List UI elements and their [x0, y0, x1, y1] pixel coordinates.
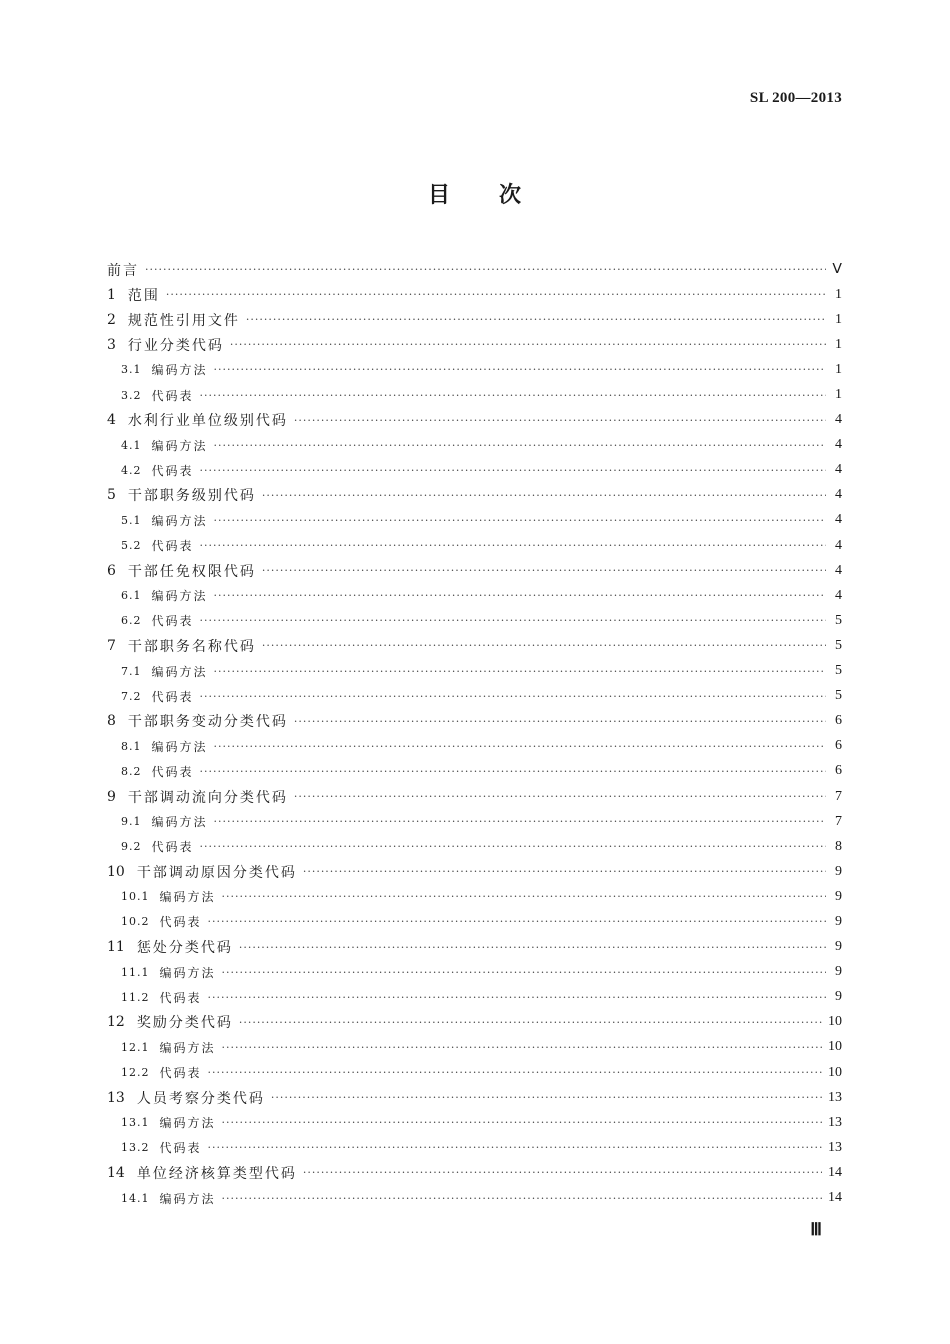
toc-subentry[interactable]	[107, 508, 842, 533]
toc-subentry[interactable]	[107, 734, 842, 759]
toc-entry-label: 干部调动原因分类代码	[136, 864, 297, 881]
toc-entry-page: 9	[835, 913, 842, 929]
toc-entry-number: 7	[107, 637, 116, 654]
toc-entry-label: 编码方法	[151, 589, 208, 604]
toc-entry-page: 4	[835, 412, 842, 428]
dot-leader	[214, 816, 826, 827]
toc-entry-number: 3.1	[121, 363, 142, 377]
page-title	[0, 178, 950, 209]
toc-entry-label: 代码表	[159, 915, 202, 930]
dot-leader	[208, 1067, 822, 1078]
toc-subentry[interactable]	[107, 382, 842, 407]
toc-entry[interactable]	[107, 332, 842, 357]
toc-subentry[interactable]	[107, 1135, 842, 1160]
dot-leader	[294, 415, 826, 426]
toc-entry-number: 3	[107, 336, 116, 353]
toc-entry-page: 9	[835, 939, 842, 955]
toc-entry-page: 1	[835, 387, 842, 403]
toc-entry-label: 代码表	[159, 990, 202, 1005]
toc-entry-label: 代码表	[159, 1141, 202, 1156]
dot-leader	[200, 540, 826, 551]
toc-entry-page: 13	[828, 1114, 842, 1130]
toc-entry-label: 惩处分类代码	[136, 940, 233, 957]
toc-entry-number: 4	[107, 412, 116, 429]
dot-leader	[262, 640, 826, 651]
toc-entry-page: 10	[828, 1064, 842, 1080]
toc-entry-number: 7.2	[121, 689, 142, 703]
dot-leader	[200, 691, 826, 702]
dot-leader	[294, 716, 826, 727]
dot-leader	[200, 390, 826, 401]
toc-entry-label: 编码方法	[151, 739, 208, 754]
toc-entry-label: 代码表	[151, 614, 194, 629]
toc-entry-number: 4.2	[121, 463, 142, 477]
toc-entry-label: 单位经济核算类型代码	[136, 1165, 297, 1182]
toc-entry[interactable]	[107, 633, 842, 658]
toc-entry[interactable]	[107, 859, 842, 884]
dot-leader	[166, 289, 826, 300]
dot-leader	[230, 339, 826, 350]
page-number: Ⅲ	[810, 1220, 822, 1239]
toc-entry-page: 5	[835, 663, 842, 679]
toc-subentry[interactable]	[107, 1060, 842, 1085]
dot-leader	[262, 490, 826, 501]
toc-entry-label: 编码方法	[151, 363, 208, 378]
toc-entry-page: 4	[835, 562, 842, 578]
toc-entry[interactable]	[107, 784, 842, 809]
toc-entry-number: 13	[107, 1089, 125, 1106]
toc-entry-number: 10.1	[121, 890, 150, 904]
toc-entry-label: 代码表	[151, 764, 194, 779]
toc-entry-label: 范围	[127, 287, 160, 304]
toc-entry-label: 代码表	[159, 1066, 202, 1081]
toc-entry-page: 9	[835, 888, 842, 904]
toc-entry-number: 6.2	[121, 614, 142, 628]
dot-leader	[222, 967, 826, 978]
dot-leader	[214, 440, 826, 451]
toc-entry[interactable]	[107, 257, 842, 282]
toc-entry-number: 2	[107, 311, 116, 328]
toc-entry-page: 6	[835, 763, 842, 779]
toc-entry[interactable]	[107, 935, 842, 960]
toc-entry[interactable]	[107, 483, 842, 508]
dot-leader	[208, 1142, 822, 1153]
toc-entry-label: 干部职务变动分类代码	[127, 714, 288, 731]
toc-entry-page: 1	[835, 311, 842, 327]
toc-entry-page: 13	[828, 1139, 842, 1155]
toc-entry-label: 编码方法	[151, 815, 208, 830]
toc-subentry[interactable]	[107, 1110, 842, 1135]
toc-entry-number: 9	[107, 788, 116, 805]
toc-entry-label: 奖励分类代码	[136, 1015, 233, 1032]
toc-entry-number: 4.1	[121, 438, 142, 452]
toc-subentry[interactable]	[107, 809, 842, 834]
toc-entry-page: 4	[835, 462, 842, 478]
toc-entry-number: 12.1	[121, 1040, 150, 1054]
standard-code: SL 200—2013	[749, 90, 842, 106]
toc-entry-label: 代码表	[151, 539, 194, 554]
toc-entry-page: 10	[828, 1014, 842, 1030]
toc-entry-label: 代码表	[151, 463, 194, 478]
toc-entry-number: 8.1	[121, 739, 142, 753]
toc-entry[interactable]	[107, 282, 842, 307]
dot-leader	[294, 791, 826, 802]
toc-entry-label: 干部任免权限代码	[127, 563, 256, 580]
title-char-1: 目	[427, 183, 451, 208]
dot-leader	[214, 590, 826, 601]
toc-entry-page: Ⅴ	[832, 262, 842, 278]
toc-subentry[interactable]	[107, 759, 842, 784]
toc-entry-number: 10.2	[121, 915, 150, 929]
toc-entry-page: 9	[835, 863, 842, 879]
toc-subentry[interactable]	[107, 909, 842, 934]
toc-entry[interactable]	[107, 307, 842, 332]
toc-entry-label: 行业分类代码	[127, 337, 224, 354]
toc-entry-number: 9.2	[121, 840, 142, 854]
dot-leader	[222, 1193, 822, 1204]
toc-entry-label: 代码表	[151, 840, 194, 855]
toc-entry-page: 4	[835, 437, 842, 453]
toc-subentry[interactable]	[107, 357, 842, 382]
toc-entry-number: 12	[107, 1014, 125, 1031]
toc-entry-number: 5.2	[121, 539, 142, 553]
toc-entry-page: 4	[835, 537, 842, 553]
toc-entry-label: 前言	[107, 262, 139, 279]
toc-entry-page: 14	[828, 1190, 842, 1206]
dot-leader	[222, 1117, 822, 1128]
dot-leader	[222, 1042, 822, 1053]
toc-entry-label: 编码方法	[159, 890, 216, 905]
dot-leader	[262, 565, 826, 576]
toc-entry-page: 14	[828, 1164, 842, 1180]
dot-leader	[239, 1017, 822, 1028]
toc-entry-number: 3.2	[121, 388, 142, 402]
toc-entry-page: 1	[835, 336, 842, 352]
dot-leader	[303, 866, 826, 877]
toc-entry-number: 8	[107, 713, 116, 730]
toc-entry-number: 6.1	[121, 589, 142, 603]
toc-entry-page: 1	[835, 286, 842, 302]
dot-leader	[214, 741, 826, 752]
toc-entry-number: 11.2	[121, 990, 150, 1004]
dot-leader	[239, 942, 826, 953]
toc-subentry[interactable]	[107, 608, 842, 633]
dot-leader	[208, 916, 826, 927]
toc-entry-label: 编码方法	[151, 513, 208, 528]
toc-entry-label: 代码表	[151, 689, 194, 704]
toc-entry-label: 编码方法	[159, 1191, 216, 1206]
toc-subentry[interactable]	[107, 533, 842, 558]
dot-leader	[200, 615, 826, 626]
toc-entry[interactable]	[107, 1085, 842, 1110]
toc-entry-number: 7.1	[121, 664, 142, 678]
toc-entry-label: 规范性引用文件	[127, 312, 240, 329]
toc-entry-number: 6	[107, 562, 116, 579]
toc-entry-page: 5	[835, 688, 842, 704]
dot-leader	[271, 1092, 822, 1103]
toc-entry-page: 9	[835, 989, 842, 1005]
toc-subentry[interactable]	[107, 684, 842, 709]
dot-leader	[145, 264, 826, 275]
dot-leader	[200, 841, 826, 852]
dot-leader	[246, 314, 826, 325]
toc-entry-page: 5	[835, 637, 842, 653]
toc-entry-page: 4	[835, 587, 842, 603]
dot-leader	[222, 891, 826, 902]
toc-entry[interactable]	[107, 709, 842, 734]
toc-entry-page: 7	[835, 788, 842, 804]
toc-entry-page: 1	[835, 361, 842, 377]
title-char-2: 次	[499, 183, 523, 208]
table-of-contents	[107, 257, 842, 1211]
toc-subentry[interactable]	[107, 985, 842, 1010]
toc-subentry[interactable]	[107, 659, 842, 684]
toc-entry-number: 9.1	[121, 815, 142, 829]
toc-subentry[interactable]	[107, 458, 842, 483]
toc-subentry[interactable]	[107, 960, 842, 985]
toc-entry-number: 14	[107, 1164, 125, 1181]
toc-entry-number: 12.2	[121, 1066, 150, 1080]
toc-entry-label: 编码方法	[151, 664, 208, 679]
toc-entry-page: 6	[835, 713, 842, 729]
toc-entry-label: 编码方法	[159, 1040, 216, 1055]
toc-subentry[interactable]	[107, 884, 842, 909]
toc-entry-number: 8.2	[121, 764, 142, 778]
toc-entry-number: 11.1	[121, 965, 150, 979]
toc-subentry[interactable]	[107, 1035, 842, 1060]
toc-subentry[interactable]	[107, 433, 842, 458]
toc-entry[interactable]	[107, 558, 842, 583]
toc-entry-page: 6	[835, 738, 842, 754]
toc-entry-number: 5	[107, 487, 116, 504]
toc-entry[interactable]	[107, 1160, 842, 1185]
dot-leader	[214, 364, 826, 375]
toc-entry-page: 8	[835, 838, 842, 854]
toc-entry-label: 编码方法	[159, 1116, 216, 1131]
toc-subentry[interactable]	[107, 834, 842, 859]
toc-entry-page: 4	[835, 487, 842, 503]
toc-entry-page: 5	[835, 612, 842, 628]
toc-entry-page: 7	[835, 813, 842, 829]
toc-subentry[interactable]	[107, 1185, 842, 1210]
toc-entry-number: 10	[107, 863, 125, 880]
toc-entry-number: 13.2	[121, 1141, 150, 1155]
toc-entry-label: 水利行业单位级别代码	[127, 413, 288, 430]
toc-entry-label: 干部职务名称代码	[127, 638, 256, 655]
toc-subentry[interactable]	[107, 583, 842, 608]
dot-leader	[214, 666, 826, 677]
dot-leader	[200, 465, 826, 476]
toc-entry-number: 5.1	[121, 513, 142, 527]
dot-leader	[200, 766, 826, 777]
toc-entry-label: 代码表	[151, 388, 194, 403]
toc-entry-label: 编码方法	[159, 965, 216, 980]
dot-leader	[214, 515, 826, 526]
toc-entry-number: 14.1	[121, 1191, 150, 1205]
toc-entry-number: 1	[107, 286, 116, 303]
toc-entry-label: 人员考察分类代码	[136, 1090, 265, 1107]
dot-leader	[208, 992, 826, 1003]
toc-entry-number: 13.1	[121, 1116, 150, 1130]
toc-entry-label: 干部调动流向分类代码	[127, 789, 288, 806]
toc-entry-page: 4	[835, 512, 842, 528]
toc-entry-page: 10	[828, 1039, 842, 1055]
toc-entry[interactable]	[107, 408, 842, 433]
toc-entry-label: 干部职务级别代码	[127, 488, 256, 505]
toc-entry-label: 编码方法	[151, 438, 208, 453]
toc-entry-page: 9	[835, 964, 842, 980]
toc-entry-page: 13	[828, 1089, 842, 1105]
toc-entry[interactable]	[107, 1010, 842, 1035]
toc-entry-number: 11	[107, 939, 125, 956]
dot-leader	[303, 1167, 822, 1178]
